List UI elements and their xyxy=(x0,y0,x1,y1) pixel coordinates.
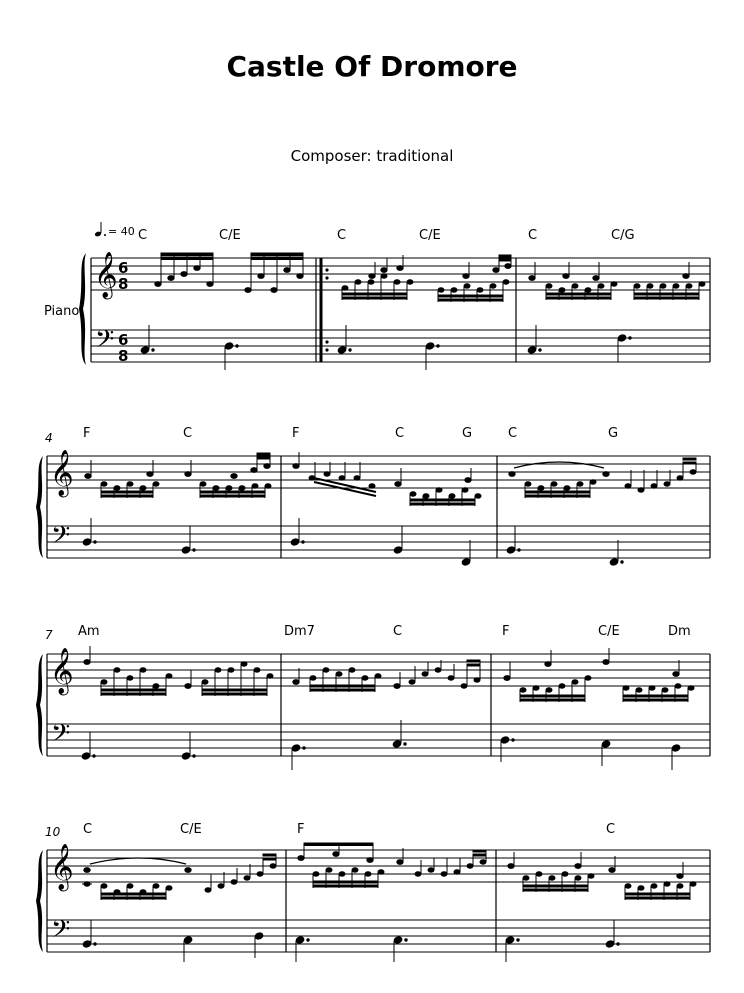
bass-clef-icon: 𝄢 xyxy=(95,325,115,360)
barlines xyxy=(286,850,710,952)
time-signature-bottom: 8 xyxy=(118,275,129,293)
treble-clef-icon: 𝄞 xyxy=(50,844,74,890)
chord-symbol: C/E xyxy=(180,822,202,837)
barlines xyxy=(281,654,710,756)
chord-symbol: C/E xyxy=(219,228,241,243)
time-signature-bottom: 8 xyxy=(118,347,129,365)
treble-clef-icon: 𝄞 xyxy=(50,450,74,496)
chord-symbol: C xyxy=(528,228,538,243)
chord-symbol: F xyxy=(297,822,305,837)
chord-symbol: C xyxy=(83,822,93,837)
chord-symbol: C xyxy=(606,822,616,837)
measure-number: 10 xyxy=(45,825,61,839)
chord-symbol: C xyxy=(337,228,347,243)
brace-icon xyxy=(36,850,43,952)
chord-symbol: F xyxy=(502,624,510,639)
measure-number: 7 xyxy=(45,628,53,642)
chord-symbol: C/G xyxy=(611,228,635,243)
treble-clef-icon: 𝄞 xyxy=(50,648,74,694)
chord-symbol: C xyxy=(395,426,405,441)
composer-credit: Composer: traditional xyxy=(290,147,454,165)
treble-clef-icon: 𝄞 xyxy=(94,252,118,298)
system-4 xyxy=(36,822,710,962)
instrument-name: Piano xyxy=(44,304,80,319)
chord-symbol: C xyxy=(183,426,193,441)
bass-staff xyxy=(47,724,710,756)
bass-clef-icon: 𝄢 xyxy=(51,719,71,754)
chord-symbol: C/E xyxy=(598,624,620,639)
bass-clef-icon: 𝄢 xyxy=(51,521,71,556)
chord-symbol: F xyxy=(292,426,300,441)
chord-symbol: C xyxy=(508,426,518,441)
chord-symbol: Dm7 xyxy=(284,624,315,639)
bass-staff xyxy=(91,330,710,362)
chord-symbol: C/E xyxy=(419,228,441,243)
page-title: Castle Of Dromore xyxy=(226,50,518,83)
brace-icon xyxy=(36,456,43,558)
brace-icon xyxy=(36,654,43,756)
time-signature-top: 6 xyxy=(118,331,129,349)
bass-staff xyxy=(47,526,710,558)
brace-icon xyxy=(79,253,86,365)
bass-notes xyxy=(81,720,681,770)
chord-symbol: F xyxy=(83,426,91,441)
bass-clef-icon: 𝄢 xyxy=(51,915,71,950)
chord-symbol: G xyxy=(462,426,473,441)
chord-symbol: C xyxy=(138,228,148,243)
system-3 xyxy=(36,624,710,770)
tempo-marking: = 40 xyxy=(108,225,135,238)
treble-staff xyxy=(47,456,710,488)
chord-symbol: C xyxy=(393,624,403,639)
chord-symbol: Dm xyxy=(668,624,691,639)
bass-notes xyxy=(140,325,631,370)
chord-symbol: Am xyxy=(78,624,100,639)
system-1 xyxy=(44,222,710,370)
treble-notes xyxy=(85,452,696,506)
bass-notes xyxy=(82,920,619,962)
measure-number: 4 xyxy=(45,431,53,445)
treble-notes xyxy=(82,843,696,900)
treble-notes xyxy=(155,253,705,302)
time-signature-top: 6 xyxy=(118,259,129,277)
system-2 xyxy=(36,426,710,566)
chord-symbol: G xyxy=(608,426,619,441)
